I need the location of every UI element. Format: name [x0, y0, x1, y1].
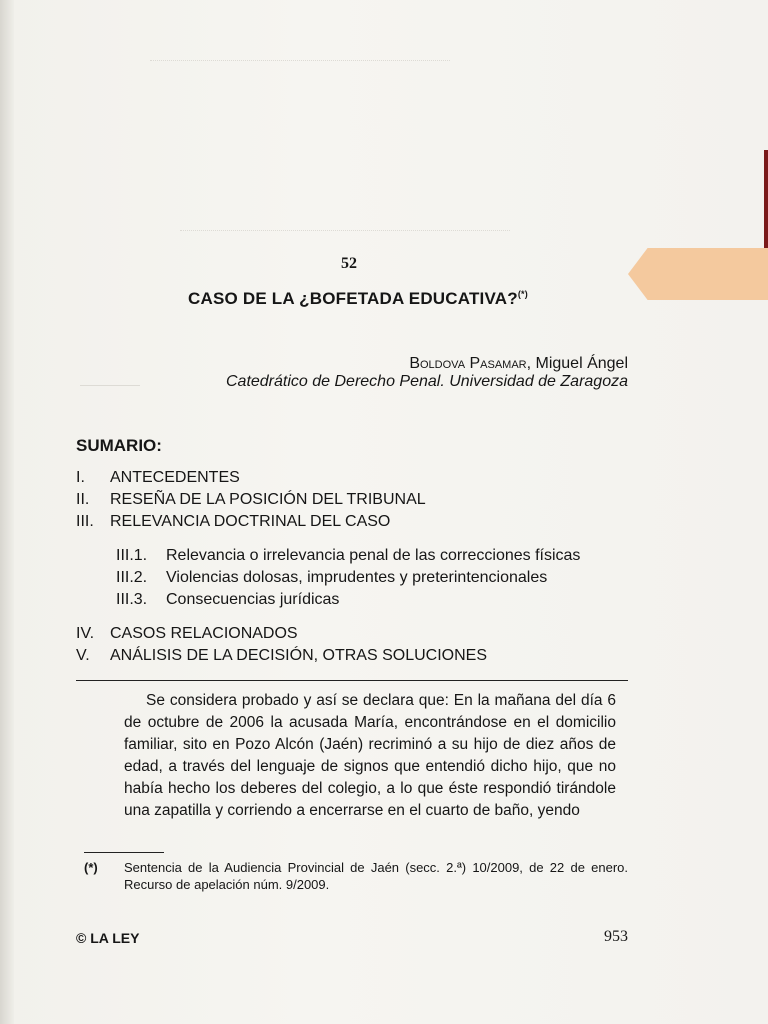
toc-label: Consecuencias jurídicas [166, 591, 340, 608]
show-through-mark [180, 230, 510, 241]
toc-number: III.1. [116, 547, 148, 564]
body-text [124, 690, 616, 822]
toc-item [76, 469, 240, 487]
author-affiliation: Catedrático de Derecho Penal. Universidad de Zaragoza [225, 373, 628, 390]
toc-item [76, 647, 487, 665]
section-divider [76, 680, 628, 681]
toc-item [76, 491, 426, 509]
show-through-mark [150, 60, 450, 71]
toc-number: IV. [76, 625, 95, 642]
toc-subitem [116, 547, 580, 565]
page-spine-shadow [0, 0, 14, 1024]
chapter-title [188, 289, 528, 309]
author-surname: Boldova Pasamar [409, 355, 527, 372]
toc-label: RESEÑA DE LA POSICIÓN DEL TRIBUNAL [110, 491, 426, 508]
title-note-mark: (*) [517, 289, 528, 299]
toc-number: III. [76, 513, 94, 530]
toc-label: ANÁLISIS DE LA DECISIÓN, OTRAS SOLUCIONES [110, 647, 487, 664]
footnote-text: Sentencia de la Audiencia Provincial de Jaén (secc. 2.ª) 10/2009, de 22 de enero. Recurso de apelación núm. 9/2009. [124, 860, 628, 892]
thumb-index-tab [628, 248, 768, 300]
toc-label: ANTECEDENTES [110, 469, 240, 486]
toc-label: CASOS RELACIONADOS [110, 625, 298, 642]
toc-number: III.2. [116, 569, 148, 586]
page-number: 953 [604, 928, 628, 945]
toc-number: V. [76, 647, 90, 664]
show-through-mark [80, 385, 140, 392]
toc-label: RELEVANCIA DOCTRINAL DEL CASO [110, 513, 391, 530]
toc-number: III.3. [116, 591, 148, 608]
toc-label: Relevancia o irrelevancia penal de las correcciones físicas [166, 547, 581, 564]
chapter-title-text: CASO DE LA ¿BOFETADA EDUCATIVA? [188, 289, 518, 308]
footnote-divider [84, 852, 164, 853]
author-line [409, 355, 628, 373]
publisher-credit: © LA LEY [76, 930, 140, 946]
sumario-heading: SUMARIO: [76, 436, 162, 455]
footnote-mark: (*) [84, 860, 98, 875]
author-given-name: , Miguel Ángel [526, 355, 628, 372]
chapter-number-text: 52 [341, 255, 357, 272]
toc-number: II. [76, 491, 90, 508]
toc-subitem [116, 591, 339, 609]
toc-subitem [116, 569, 547, 587]
toc-label: Violencias dolosas, imprudentes y preterintencionales [166, 569, 548, 586]
body-paragraph: Se considera probado y así se declara que: En la mañana del día 6 de octubre de 2006 la acusada María, encontrándose en el domicilio familiar, sito en Pozo Alcón (Jaén) recriminó a su hijo de diez años de edad, a través del lenguaje de signos que entendió dicho hijo, que no había hecho los deberes del colegio, a lo que éste respondió tirándole una zapatilla y corriendo a encerrarse en el cuarto de baño, yendo [124, 692, 616, 819]
toc-item [76, 625, 298, 643]
toc-item [76, 513, 390, 531]
toc-number: I. [76, 469, 85, 486]
